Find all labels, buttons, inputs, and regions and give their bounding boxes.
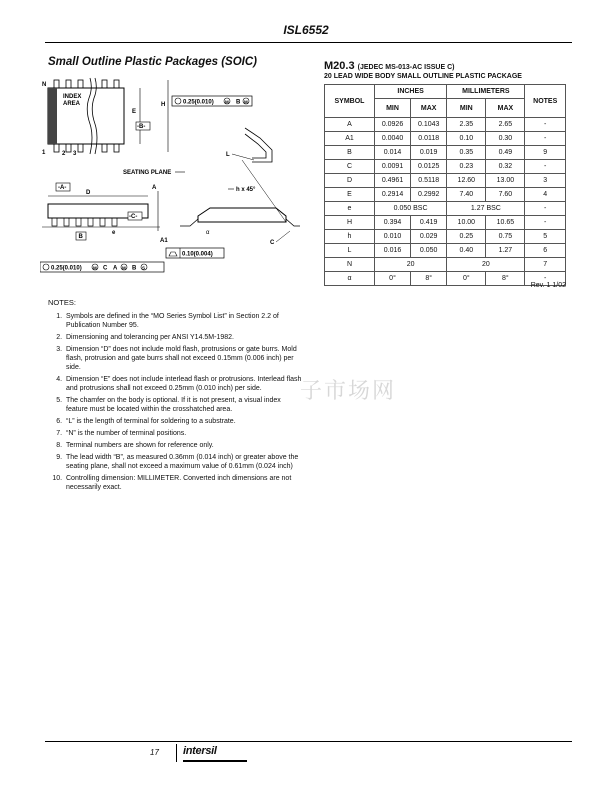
cell: 7.60 bbox=[486, 188, 525, 202]
tol-frame-top-b: B bbox=[236, 99, 241, 106]
cell: 8° bbox=[411, 272, 447, 286]
cell: 0.019 bbox=[411, 146, 447, 160]
cell: α bbox=[325, 272, 375, 286]
table-row bbox=[325, 118, 566, 132]
watermark: 子市场网 bbox=[300, 379, 397, 404]
note-item: 4. Dimension “E” does not include interlead flash or protrusions. Interlead flash and protrusions shall not exceed 0.25mm (0.010 inch) per side. bbox=[64, 375, 302, 393]
cell: L bbox=[325, 244, 375, 258]
cell: 7 bbox=[525, 258, 566, 272]
cell: 0.2914 bbox=[374, 188, 410, 202]
label-e-upper: E bbox=[132, 109, 137, 115]
bottom-rule bbox=[45, 741, 572, 742]
label-b-lower: B bbox=[78, 234, 83, 240]
table-row bbox=[325, 216, 566, 230]
tol-frame-bottom-s: S bbox=[142, 265, 146, 271]
revision: Rev. 1 1/02 bbox=[530, 282, 566, 289]
cell: 0.5118 bbox=[411, 174, 447, 188]
label-seating-plane: SEATING PLANE bbox=[123, 170, 172, 176]
cell: - bbox=[525, 160, 566, 174]
cell: 0.40 bbox=[447, 244, 486, 258]
note-item: 9. The lead width “B”, as measured 0.36mm (0.014 inch) or greater above the seating plane, shall not exceed a maximum value of 0.61mm (0.024 inch) bbox=[64, 453, 302, 471]
label-a1: A1 bbox=[160, 238, 168, 244]
cell: 0.0091 bbox=[374, 160, 410, 174]
cell: 0.016 bbox=[374, 244, 410, 258]
cell: C bbox=[325, 160, 375, 174]
table-row bbox=[325, 258, 566, 272]
tol-frame-bottom-b: B bbox=[132, 265, 137, 272]
cell: - bbox=[525, 216, 566, 230]
note-item: 8. Terminal numbers are shown for reference only. bbox=[64, 441, 302, 450]
cell: 10.00 bbox=[447, 216, 486, 230]
label-l: L bbox=[226, 152, 230, 158]
cell: 0.1043 bbox=[411, 118, 447, 132]
note-item: 3. Dimension “D” does not include mold flash, protrusions or gate burrs. Mold flash, protrusion and gate burrs shall not exceed 0.15mm (0.006 inch) per side. bbox=[64, 345, 302, 372]
cell: 0.010 bbox=[374, 230, 410, 244]
cell: e bbox=[325, 202, 375, 216]
table-row bbox=[325, 272, 566, 286]
flatness-value: 0.10(0.004) bbox=[182, 251, 213, 258]
table-row bbox=[325, 230, 566, 244]
cell: A bbox=[325, 118, 375, 132]
note-item: 2. Dimensioning and tolerancing per ANSI Y14.5M-1982. bbox=[64, 333, 302, 342]
cell: 0.25 bbox=[447, 230, 486, 244]
col-in-max: MAX bbox=[411, 99, 447, 118]
tol-frame-top-m2: M bbox=[244, 99, 248, 105]
cell: E bbox=[325, 188, 375, 202]
cell: 0.029 bbox=[411, 230, 447, 244]
label-a: A bbox=[152, 185, 157, 191]
col-millimeters: MILLIMETERS bbox=[447, 85, 525, 99]
cell: D bbox=[325, 174, 375, 188]
cell: 9 bbox=[525, 146, 566, 160]
col-inches: INCHES bbox=[374, 85, 446, 99]
page-number: 17 bbox=[150, 748, 159, 757]
cell: 0.30 bbox=[486, 132, 525, 146]
package-standard: (JEDEC MS-013-AC ISSUE C) bbox=[357, 64, 455, 71]
cell: 0.419 bbox=[411, 216, 447, 230]
cell: 1.27 bbox=[486, 244, 525, 258]
col-mm-min: MIN bbox=[447, 99, 486, 118]
col-in-min: MIN bbox=[374, 99, 410, 118]
tol-frame-bottom-m2: M bbox=[122, 265, 126, 271]
cell: 3 bbox=[525, 174, 566, 188]
cell: 1.27 BSC bbox=[447, 202, 525, 216]
table-row bbox=[325, 132, 566, 146]
cell: 13.00 bbox=[486, 174, 525, 188]
label-n: N bbox=[42, 82, 47, 88]
cell: 0.4961 bbox=[374, 174, 410, 188]
cell: 0.050 BSC bbox=[374, 202, 446, 216]
label-a-datum: -A- bbox=[58, 185, 67, 191]
cell: 7.40 bbox=[447, 188, 486, 202]
cell: 0.75 bbox=[486, 230, 525, 244]
cell: h bbox=[325, 230, 375, 244]
cell: 0.0040 bbox=[374, 132, 410, 146]
label-h-upper: H bbox=[161, 102, 166, 108]
top-view bbox=[42, 78, 252, 157]
cell: A1 bbox=[325, 132, 375, 146]
label-c-lower: C bbox=[270, 240, 275, 246]
cell: 12.60 bbox=[447, 174, 486, 188]
cell: N bbox=[325, 258, 375, 272]
top-rule bbox=[45, 42, 572, 43]
table-row bbox=[325, 146, 566, 160]
cell: 0.0125 bbox=[411, 160, 447, 174]
cell: 0.0118 bbox=[411, 132, 447, 146]
notes-title: NOTES: bbox=[48, 298, 76, 307]
lead-detail bbox=[226, 128, 272, 162]
package-drawing bbox=[40, 76, 300, 286]
note-item: 1. Symbols are defined in the “MO Series Symbol List” in Section 2.2 of Publication Number 95. bbox=[64, 312, 302, 330]
col-notes: NOTES bbox=[525, 85, 566, 118]
cell: 8° bbox=[486, 272, 525, 286]
cell: 0.35 bbox=[447, 146, 486, 160]
table-row bbox=[325, 188, 566, 202]
cell: 20 bbox=[447, 258, 525, 272]
package-description: 20 LEAD WIDE BODY SMALL OUTLINE PLASTIC PACKAGE bbox=[324, 73, 522, 80]
cell: 0.0926 bbox=[374, 118, 410, 132]
footer-separator bbox=[176, 744, 177, 762]
tol-frame-bottom-c: C bbox=[103, 265, 108, 272]
label-pin2: 2 bbox=[62, 151, 66, 157]
cell: H bbox=[325, 216, 375, 230]
note-item: 10. Controlling dimension: MILLIMETER. Converted inch dimensions are not necessarily exact. bbox=[64, 474, 302, 492]
end-view bbox=[180, 160, 300, 246]
package-code-value: M20.3 bbox=[324, 60, 355, 72]
label-e-lower: e bbox=[112, 230, 116, 236]
tol-frame-top-value: 0.25(0.010) bbox=[183, 99, 214, 106]
tol-frame-bottom-value: 0.25(0.010) bbox=[51, 265, 82, 272]
label-pin3: 3 bbox=[73, 151, 77, 157]
cell: 5 bbox=[525, 230, 566, 244]
notes-list bbox=[48, 312, 302, 495]
intersil-logo: intersil bbox=[183, 745, 217, 757]
note-item: 6. “L” is the length of terminal for soldering to a substrate. bbox=[64, 417, 302, 426]
cell: 0.394 bbox=[374, 216, 410, 230]
side-view bbox=[40, 183, 224, 272]
label-alpha: α bbox=[206, 230, 210, 236]
cell: 2.65 bbox=[486, 118, 525, 132]
cell: 0.32 bbox=[486, 160, 525, 174]
note-item: 5. The chamfer on the body is optional. If it is not present, a visual index feature must be located within the crosshatched area. bbox=[64, 396, 302, 414]
cell: B bbox=[325, 146, 375, 160]
table-row bbox=[325, 244, 566, 258]
tol-frame-bottom-m: M bbox=[93, 265, 97, 271]
col-symbol: SYMBOL bbox=[325, 85, 375, 118]
table-row bbox=[325, 202, 566, 216]
table-row bbox=[325, 174, 566, 188]
tol-frame-top-m: M bbox=[225, 99, 229, 105]
cell: 0° bbox=[447, 272, 486, 286]
cell: 2.35 bbox=[447, 118, 486, 132]
col-mm-max: MAX bbox=[486, 99, 525, 118]
cell: - bbox=[525, 272, 566, 286]
label-b-datum: -B- bbox=[137, 124, 146, 130]
label-d: D bbox=[86, 190, 91, 196]
cell: 0.49 bbox=[486, 146, 525, 160]
label-index-2: AREA bbox=[63, 101, 81, 107]
package-code bbox=[324, 60, 455, 72]
label-h45: h x 45° bbox=[236, 187, 256, 193]
cell: 6 bbox=[525, 244, 566, 258]
section-title: Small Outline Plastic Packages (SOIC) bbox=[48, 56, 257, 68]
label-c-datum: -C- bbox=[129, 214, 138, 220]
cell: - bbox=[525, 118, 566, 132]
logo-underline bbox=[183, 760, 247, 762]
label-pin1: 1 bbox=[42, 150, 46, 156]
tol-frame-bottom-a: A bbox=[113, 265, 118, 272]
cell: 0.23 bbox=[447, 160, 486, 174]
cell: 0.050 bbox=[411, 244, 447, 258]
cell: 0.2992 bbox=[411, 188, 447, 202]
cell: - bbox=[525, 202, 566, 216]
cell: 0° bbox=[374, 272, 410, 286]
document-title: ISL6552 bbox=[283, 23, 329, 37]
cell: 20 bbox=[374, 258, 446, 272]
note-item: 7. “N” is the number of terminal positions. bbox=[64, 429, 302, 438]
label-index-1: INDEX bbox=[63, 94, 82, 100]
cell: 4 bbox=[525, 188, 566, 202]
cell: 0.014 bbox=[374, 146, 410, 160]
cell: 10.65 bbox=[486, 216, 525, 230]
table-row bbox=[325, 160, 566, 174]
cell: - bbox=[525, 132, 566, 146]
dimension-table bbox=[324, 84, 566, 286]
cell: 0.10 bbox=[447, 132, 486, 146]
